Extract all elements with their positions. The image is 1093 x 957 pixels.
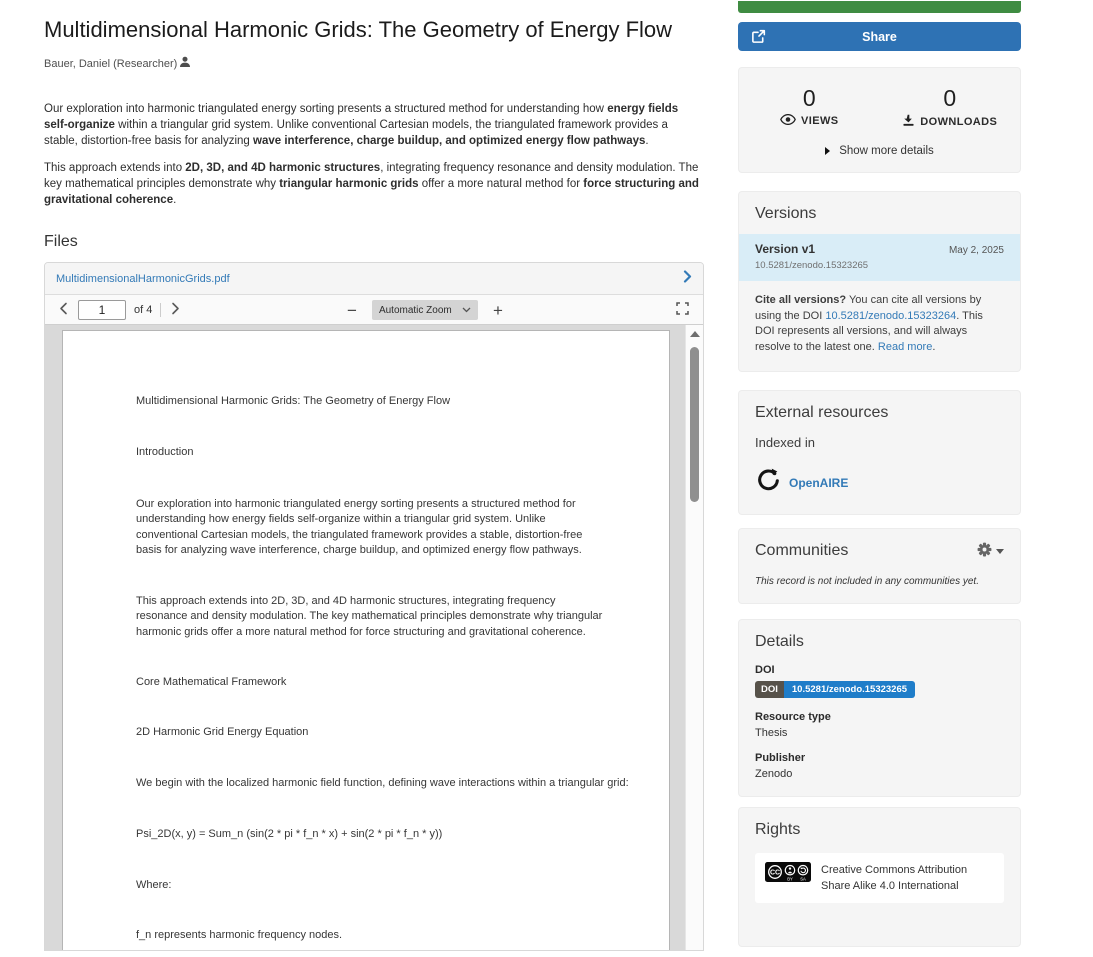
details-panel bbox=[738, 619, 1021, 797]
pdf-heading-introduction: Introduction bbox=[136, 446, 194, 458]
fullscreen-button[interactable] bbox=[674, 300, 691, 320]
pdf-zoom-controls bbox=[345, 295, 505, 325]
pdf-scrollbar[interactable] bbox=[685, 325, 703, 951]
sidebar bbox=[738, 0, 1021, 947]
publisher-label: Publisher bbox=[755, 752, 806, 764]
chevron-down-icon bbox=[462, 305, 471, 316]
resource-type-value: Thesis bbox=[755, 727, 788, 739]
show-more-details-label: Show more details bbox=[839, 145, 934, 157]
read-more-link[interactable]: Read more bbox=[877, 340, 933, 353]
minus-icon: − bbox=[347, 300, 357, 320]
zoom-level-select[interactable] bbox=[372, 300, 478, 320]
rights-panel bbox=[738, 807, 1021, 947]
cite-run: . This DOI represents all versions, and will always resolve to the latest one. bbox=[755, 309, 983, 353]
cite-run-bold: Cite all versions? bbox=[755, 294, 847, 306]
versions-panel bbox=[738, 191, 1021, 372]
pdf-line-begin: We begin with the localized harmonic field function, defining wave interactions within a triangular grid: bbox=[136, 777, 629, 789]
views-label: VIEWS bbox=[801, 115, 839, 127]
cite-run: You can cite all versions by using the DOI bbox=[755, 294, 982, 322]
pdf-line-fn: f_n represents harmonic frequency nodes. bbox=[136, 929, 343, 941]
stats-row bbox=[739, 85, 1020, 130]
downloads-stat bbox=[880, 85, 1021, 130]
versions-heading: Versions bbox=[755, 205, 817, 222]
svg-text:CC: CC bbox=[769, 869, 781, 877]
main-column bbox=[44, 0, 704, 951]
openaire-row bbox=[755, 467, 1004, 498]
desc-run: Our exploration into harmonic triangulated energy sorting presents a structured method for understanding how bbox=[44, 103, 608, 115]
desc-run: . bbox=[173, 194, 177, 206]
pdf-toolbar bbox=[45, 295, 703, 325]
plus-icon: + bbox=[492, 300, 503, 320]
details-heading: Details bbox=[755, 633, 804, 650]
communities-settings-button[interactable] bbox=[977, 542, 1004, 560]
pdf-equation: Psi_2D(x, y) = Sum_n (sin(2 * pi * f_n * x) + sin(2 * pi * f_n * y)) bbox=[136, 828, 443, 840]
svg-text:BY: BY bbox=[787, 876, 793, 882]
external-resources-panel bbox=[738, 390, 1021, 515]
fullscreen-icon bbox=[676, 302, 689, 318]
person-icon bbox=[179, 56, 191, 71]
next-page-button[interactable] bbox=[169, 300, 182, 320]
downloads-label: DOWNLOADS bbox=[920, 116, 998, 128]
pdf-paragraph: Our exploration into harmonic triangulated energy sorting presents a structured method for understanding how energy fields self-organize within a triangular grid system. Unlike conventional Cartesian models, the triangulated framework provides a stable, distortion-free basis for analyzing wave interference, charge buildup, and optimized energy flow pathways. bbox=[136, 498, 583, 557]
license-line-2: Share Alike 4.0 International bbox=[821, 880, 959, 892]
download-button-partial[interactable] bbox=[738, 1, 1021, 13]
pdf-line-where: Where: bbox=[136, 879, 172, 891]
description-paragraph-1 bbox=[44, 101, 704, 149]
desc-run: . bbox=[645, 135, 649, 147]
pdf-doc-title: Multidimensional Harmonic Grids: The Geometry of Energy Flow bbox=[136, 395, 451, 407]
file-row[interactable] bbox=[45, 263, 703, 295]
file-name-link[interactable]: MultidimensionalHarmonicGrids.pdf bbox=[56, 272, 230, 285]
rights-heading: Rights bbox=[755, 821, 801, 838]
publisher-value: Zenodo bbox=[755, 768, 793, 780]
download-icon bbox=[902, 114, 915, 130]
svg-text:SA: SA bbox=[800, 876, 806, 882]
cite-run: . bbox=[932, 340, 936, 353]
desc-run: This approach extends into bbox=[44, 162, 186, 174]
eye-icon bbox=[780, 114, 796, 128]
toolbar-divider bbox=[160, 303, 161, 317]
page-title: Multidimensional Harmonic Grids: The Geometry of Energy Flow bbox=[44, 17, 673, 42]
desc-run-bold: energy fields self-organize bbox=[44, 103, 679, 131]
show-more-details-toggle[interactable] bbox=[739, 145, 1020, 157]
share-icon bbox=[751, 29, 766, 47]
pdf-toolbar-right bbox=[674, 295, 691, 325]
chevron-right-icon bbox=[171, 302, 180, 318]
cite-all-versions-note bbox=[739, 281, 1020, 371]
indexed-in-subheading: Indexed in bbox=[755, 435, 815, 450]
stats-panel bbox=[738, 67, 1021, 173]
description-paragraph-2 bbox=[44, 160, 704, 208]
files-box bbox=[44, 262, 704, 951]
openaire-link[interactable]: OpenAIRE bbox=[789, 475, 849, 490]
previous-page-button[interactable] bbox=[57, 300, 70, 320]
zoom-level-value: Automatic Zoom bbox=[378, 304, 452, 316]
desc-run: within a triangular grid system. Unlike conventional Cartesian models, the triangulated framework provides a stable, distortion-free basis for analyzing bbox=[44, 119, 668, 147]
triangle-right-icon bbox=[825, 147, 830, 155]
pdf-page-controls bbox=[57, 300, 182, 320]
share-button[interactable] bbox=[738, 22, 1021, 51]
cc-by-sa-badge-icon bbox=[765, 862, 811, 887]
desc-run-bold: 2D, 3D, and 4D harmonic structures bbox=[185, 162, 381, 174]
external-resources-heading: External resources bbox=[755, 404, 889, 421]
share-button-label: Share bbox=[862, 29, 897, 44]
page-number-input[interactable] bbox=[78, 300, 126, 320]
author-line bbox=[44, 56, 704, 71]
pdf-heading-core: Core Mathematical Framework bbox=[136, 676, 287, 688]
version-doi: 10.5281/zenodo.15323265 bbox=[755, 260, 869, 271]
pdf-page bbox=[62, 330, 670, 951]
communities-panel bbox=[738, 528, 1021, 604]
license-line-1: Creative Commons Attribution bbox=[821, 864, 968, 876]
communities-empty-note: This record is not included in any communities yet. bbox=[755, 576, 979, 587]
license-item[interactable] bbox=[755, 853, 1004, 903]
license-name bbox=[821, 862, 967, 894]
doi-label: DOI bbox=[755, 664, 775, 676]
cite-doi-link[interactable]: 10.5281/zenodo.15323264 bbox=[825, 309, 957, 322]
pdf-heading-2d: 2D Harmonic Grid Energy Equation bbox=[136, 726, 309, 738]
chevron-down-icon bbox=[996, 549, 1004, 554]
pdf-viewer bbox=[45, 325, 703, 951]
version-row[interactable] bbox=[739, 234, 1020, 281]
version-name: Version v1 bbox=[755, 242, 816, 256]
chevron-left-icon bbox=[59, 302, 68, 318]
doi-badge[interactable] bbox=[755, 681, 915, 698]
version-date: May 2, 2025 bbox=[948, 245, 1004, 256]
scrollbar-thumb[interactable] bbox=[690, 347, 699, 502]
files-section-heading: Files bbox=[44, 233, 78, 250]
doi-badge-value: 10.5281/zenodo.15323265 bbox=[784, 681, 915, 698]
views-stat bbox=[739, 85, 880, 130]
views-count: 0 bbox=[802, 85, 816, 111]
resource-type-label: Resource type bbox=[755, 711, 831, 723]
downloads-count: 0 bbox=[943, 85, 957, 111]
desc-run-bold: force structuring and gravitational coherence bbox=[44, 178, 699, 206]
zoom-in-button[interactable] bbox=[491, 300, 505, 321]
page-total-label: of 4 bbox=[134, 303, 153, 316]
desc-run-bold: triangular harmonic grids bbox=[279, 178, 419, 190]
gear-icon bbox=[977, 542, 992, 560]
openaire-icon bbox=[755, 467, 780, 498]
desc-run: offer a more natural method for bbox=[418, 178, 584, 190]
desc-run-bold: wave interference, charge buildup, and optimized energy flow pathways bbox=[253, 135, 646, 147]
triangle-up-icon[interactable] bbox=[690, 331, 700, 337]
author-name: Bauer, Daniel (Researcher) bbox=[44, 57, 178, 70]
zoom-out-button[interactable] bbox=[345, 300, 359, 321]
pdf-paragraph: This approach extends into 2D, 3D, and 4D harmonic structures, integrating frequency resonance and density modulation. The key mathematical principles demonstrate why triangular harmonic grids offer a more natural method for force structuring and gravitational coherence. bbox=[136, 595, 603, 638]
doi-badge-label: DOI bbox=[755, 681, 784, 698]
chevron-right-icon[interactable] bbox=[683, 270, 692, 288]
desc-run: , integrating frequency resonance and density modulation. The key mathematical principles demonstrate why bbox=[44, 162, 699, 190]
communities-heading: Communities bbox=[755, 542, 849, 559]
